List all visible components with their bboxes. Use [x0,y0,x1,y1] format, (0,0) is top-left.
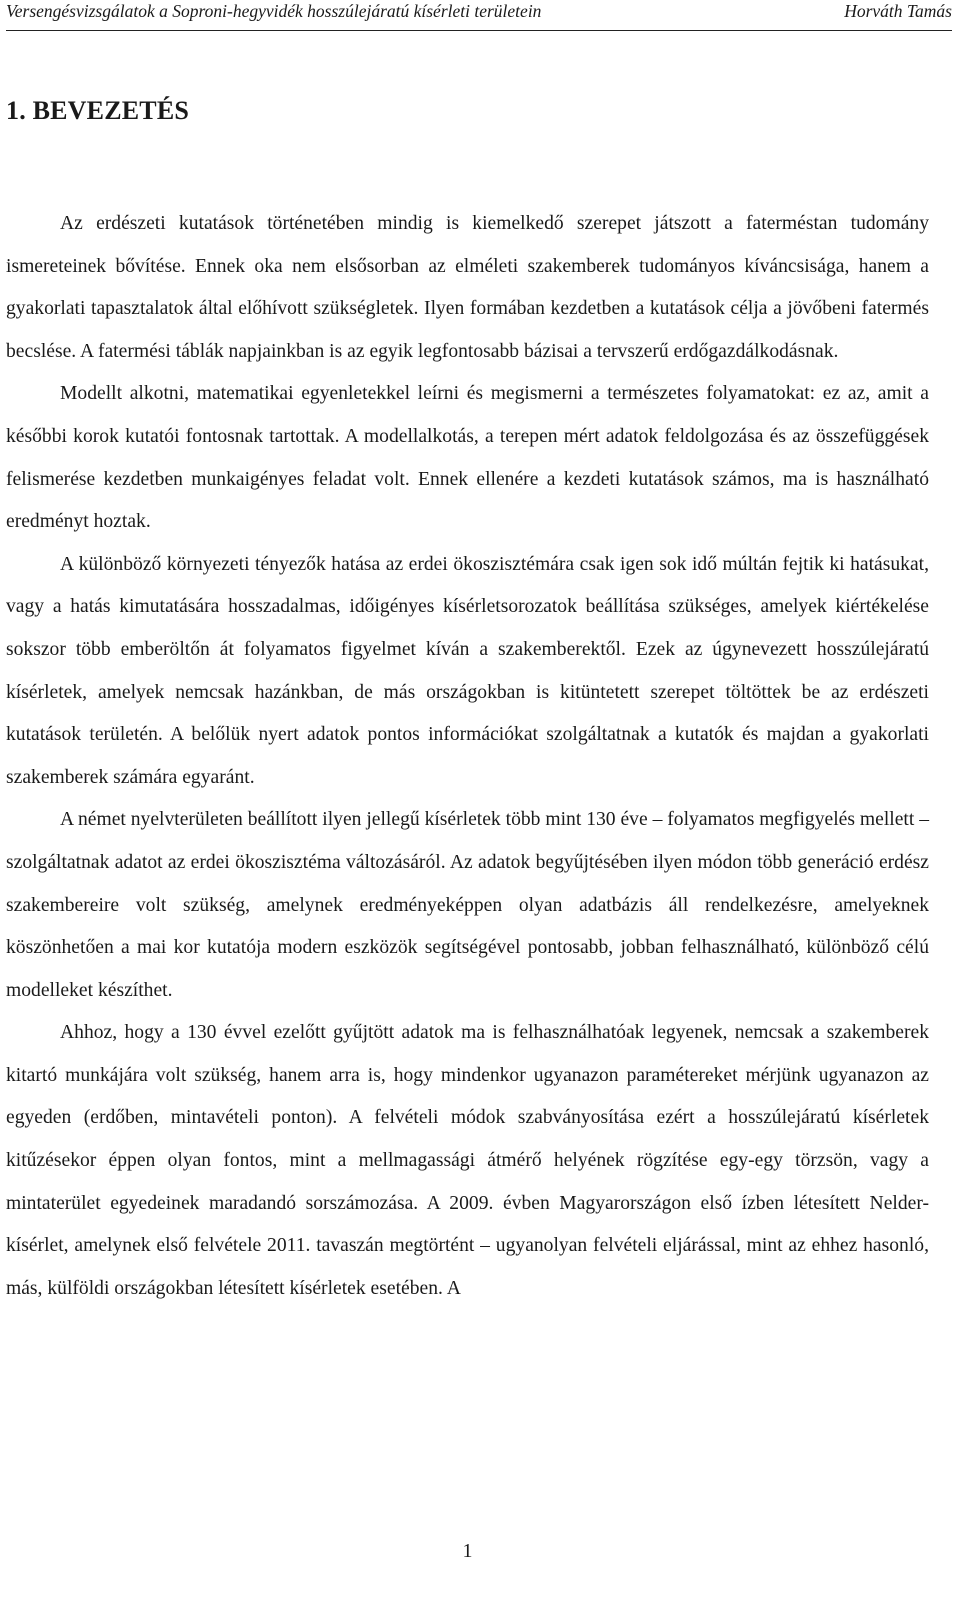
paragraph: Modellt alkotni, matematikai egyenletekkel leírni és megismerni a természetes folyamatokat: ez az, amit a későbbi korok kutatói fontosnak tartottak. A modellalkotás, a terepen mért adatok feldolgozása és az összefüggések felismerése kezdetben munkaigényes feladat volt. Ennek ellenére a kezdeti kutatások számos, ma is használható eredményt hoztak. [6,383,929,533]
body-text [6,203,929,1310]
header-author: Horváth Tamás [844,1,952,21]
paragraph: A német nyelvterületen beállított ilyen jellegű kísérletek több mint 130 éve – folyamatos megfigyelés mellett – szolgáltatnak adatot az erdei ökoszisztéma változásáról. Az adatok begyűjtésében ilyen módon több generáció erdész szakembereire volt szükség, amelynek eredményeképpen olyan adatbázis áll rendelkezésre, amelyeknek köszönhetően a mai kor kutatója modern eszközök segítségével pontosabb, jobban felhasználható, különböző célú modelleket készíthet. [6,809,929,1001]
chapter-heading: 1. BEVEZETÉS [6,96,190,125]
page-number: 1 [462,1540,473,1562]
header-divider [6,30,952,31]
paragraph: A különböző környezeti tényezők hatása az erdei ökoszisztémára csak igen sok idő múltán fejtik ki hatásukat, vagy a hatás kimutatására hosszadalmas, időigényes kísérletsorozatok beállítása szükséges, amelyek kiértékelése sokszor több emberöltőn át folyamatos figyelmet kíván a szakemberektől. Ezek az úgynevezett hosszúlejáratú kísérletek, amelyek nemcsak hazánkban, de más országokban is kitüntetett szerepet töltöttek be az erdészeti kutatások területén. A belőlük nyert adatok pontos információkat szolgáltatnak a kutatók és majdan a gyakorlati szakemberek számára egyaránt. [6,553,929,788]
paragraph: Az erdészeti kutatások történetében mindig is kiemelkedő szerepet játszott a faterméstan tudomány ismereteinek bővítése. Ennek oka nem elsősorban az elméleti szakemberek tudományos kíváncsisága, hanem a gyakorlati tapasztalatok által előhívott szükségletek. Ilyen formában kezdetben a kutatások célja a jövőbeni fatermés becslése. A fatermési táblák napjainkban is az egyik legfontosabb bázisai a tervszerű erdőgazdálkodásnak. [6,213,929,362]
header-title: Versengésvizsgálatok a Soproni-hegyvidék hosszúlejáratú kísérleti területein [6,1,542,21]
running-header [6,0,952,26]
paragraph: Ahhoz, hogy a 130 évvel ezelőtt gyűjtött adatok ma is felhasználhatóak legyenek, nemcsak a szakemberek kitartó munkájára volt szükség, hanem arra is, hogy mindenkor ugyanazon paramétereket mérjünk ugyanazon az egyeden (erdőben, mintavételi ponton). A felvételi módok szabványosítása ezért a hosszúlejáratú kísérletek kitűzésekor éppen olyan fontos, mint a mellmagassági átmérő helyének rögzítése egy-egy törzsön, vagy a mintaterület egyedeinek maradandó sorszámozása. A 2009. évben Magyarországon első ízben létesített Nelder-kísérlet, amelynek első felvétele 2011. tavaszán megtörtént – ugyanolyan felvételi eljárással, mint az ehhez hasonló, más, külföldi országokban létesített kísérletek esetében. A [6,1022,929,1299]
